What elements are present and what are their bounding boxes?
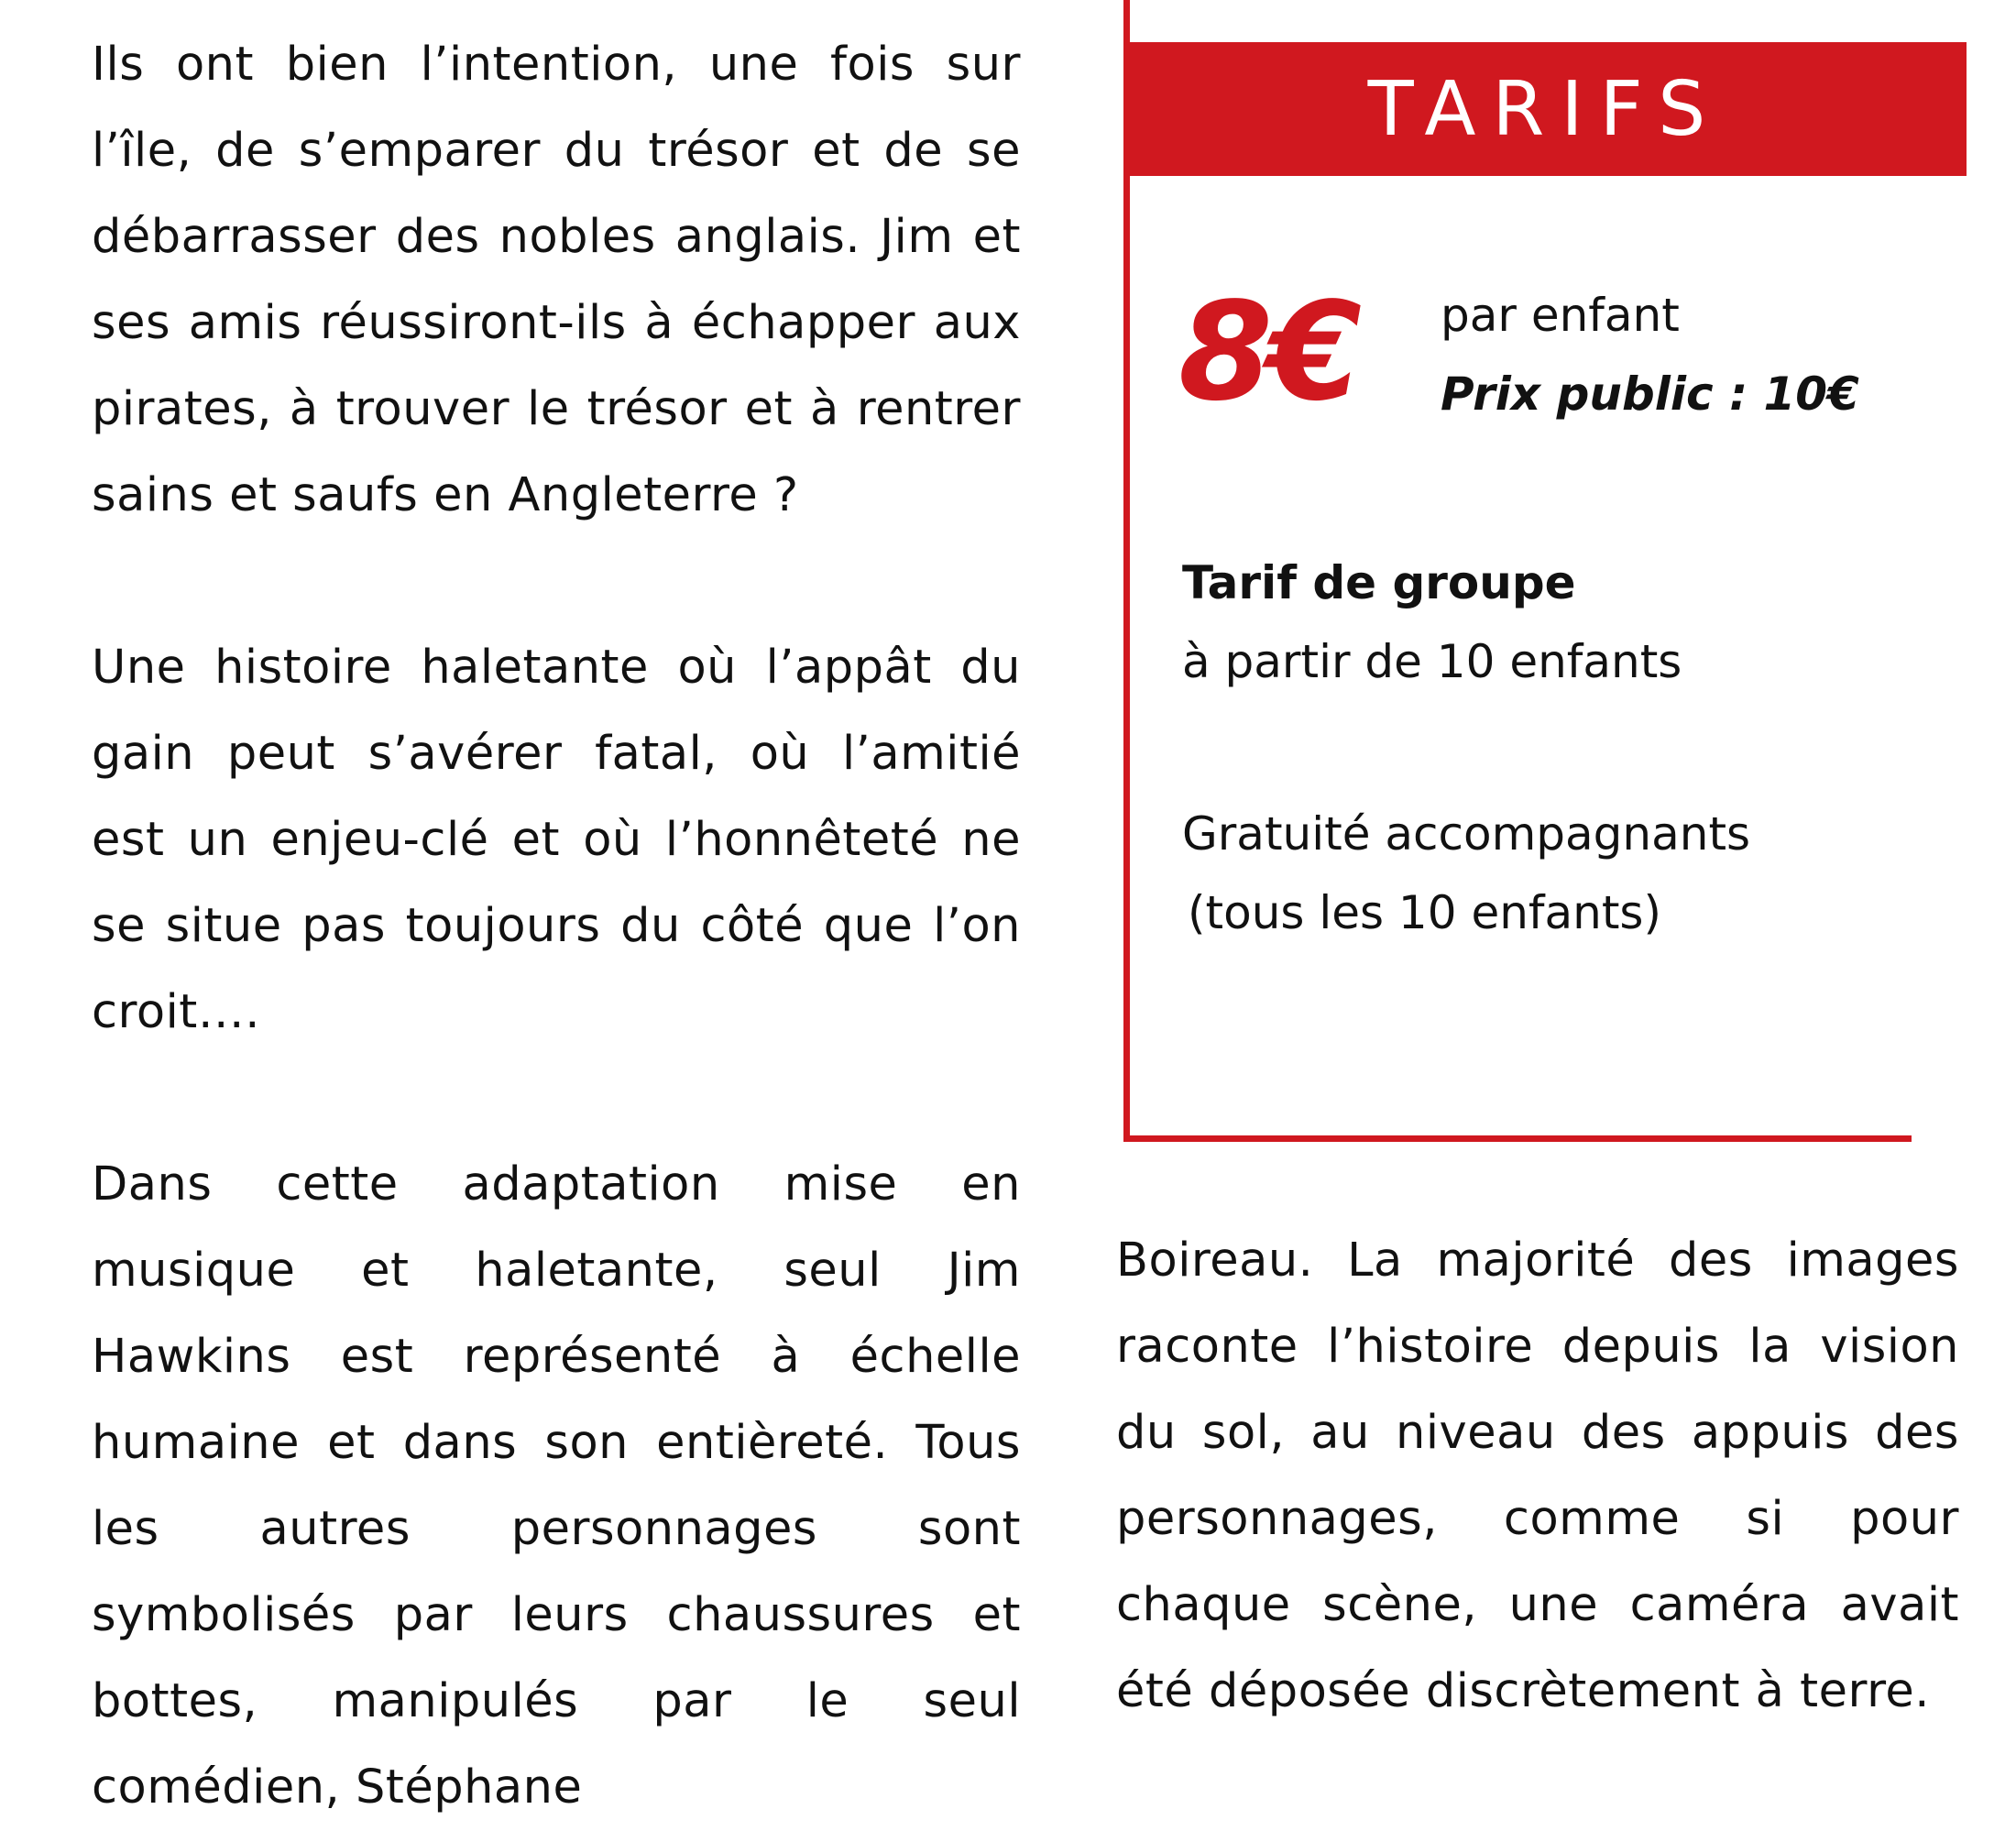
- body-text-left: [92, 22, 1021, 1831]
- group-rate-description: à partir de 10 enfants: [1182, 635, 1682, 688]
- body-text-right: [1116, 1218, 1959, 1735]
- paragraph-1: Ils ont bien l’intention, une fois sur l’île, de s’emparer du trésor et de se débarrasser des nobles anglais. Jim et ses amis réussiront-ils à échapper aux pirates, à trouver le trésor et à rentrer sains et saufs en Angleterre ?: [92, 38, 1021, 522]
- paragraph-2: Une histoire haletante où l’appât du gain peut s’avérer fatal, où l’amitié est un enjeu-clé et où l’honnêteté ne se situe pas toujours du côté que l’on croit….: [92, 641, 1021, 1039]
- free-companions-condition: (tous les 10 enfants): [1188, 886, 1661, 939]
- price-per-child: par enfant: [1441, 289, 1680, 342]
- free-companions: Gratuité accompagnants: [1182, 807, 1751, 861]
- public-price: Prix public : 10€: [1441, 367, 1859, 421]
- paragraph-3: Dans cette adaptation mise en musique et haletante, seul Jim Hawkins est représenté à échelle humaine et dans son entièreté. Tous les autres personnages sont symbolisés par leurs chaussures et bottes, manipulés par le seul comédien, Stéphane: [92, 1157, 1021, 1815]
- price-amount: 8€: [1178, 273, 1356, 431]
- paragraph-4: Boireau. La majorité des images raconte l’histoire depuis la vision du sol, au niveau des appuis des personnages, comme si pour chaque scène, une caméra avait été déposée discrètement à terre.: [1116, 1233, 1959, 1718]
- tarifs-title: TARIFS: [1367, 65, 1723, 153]
- group-rate-title: Tarif de groupe: [1182, 556, 1576, 609]
- box-border-bottom: [1123, 1135, 1912, 1142]
- tarifs-banner: [1123, 42, 1967, 176]
